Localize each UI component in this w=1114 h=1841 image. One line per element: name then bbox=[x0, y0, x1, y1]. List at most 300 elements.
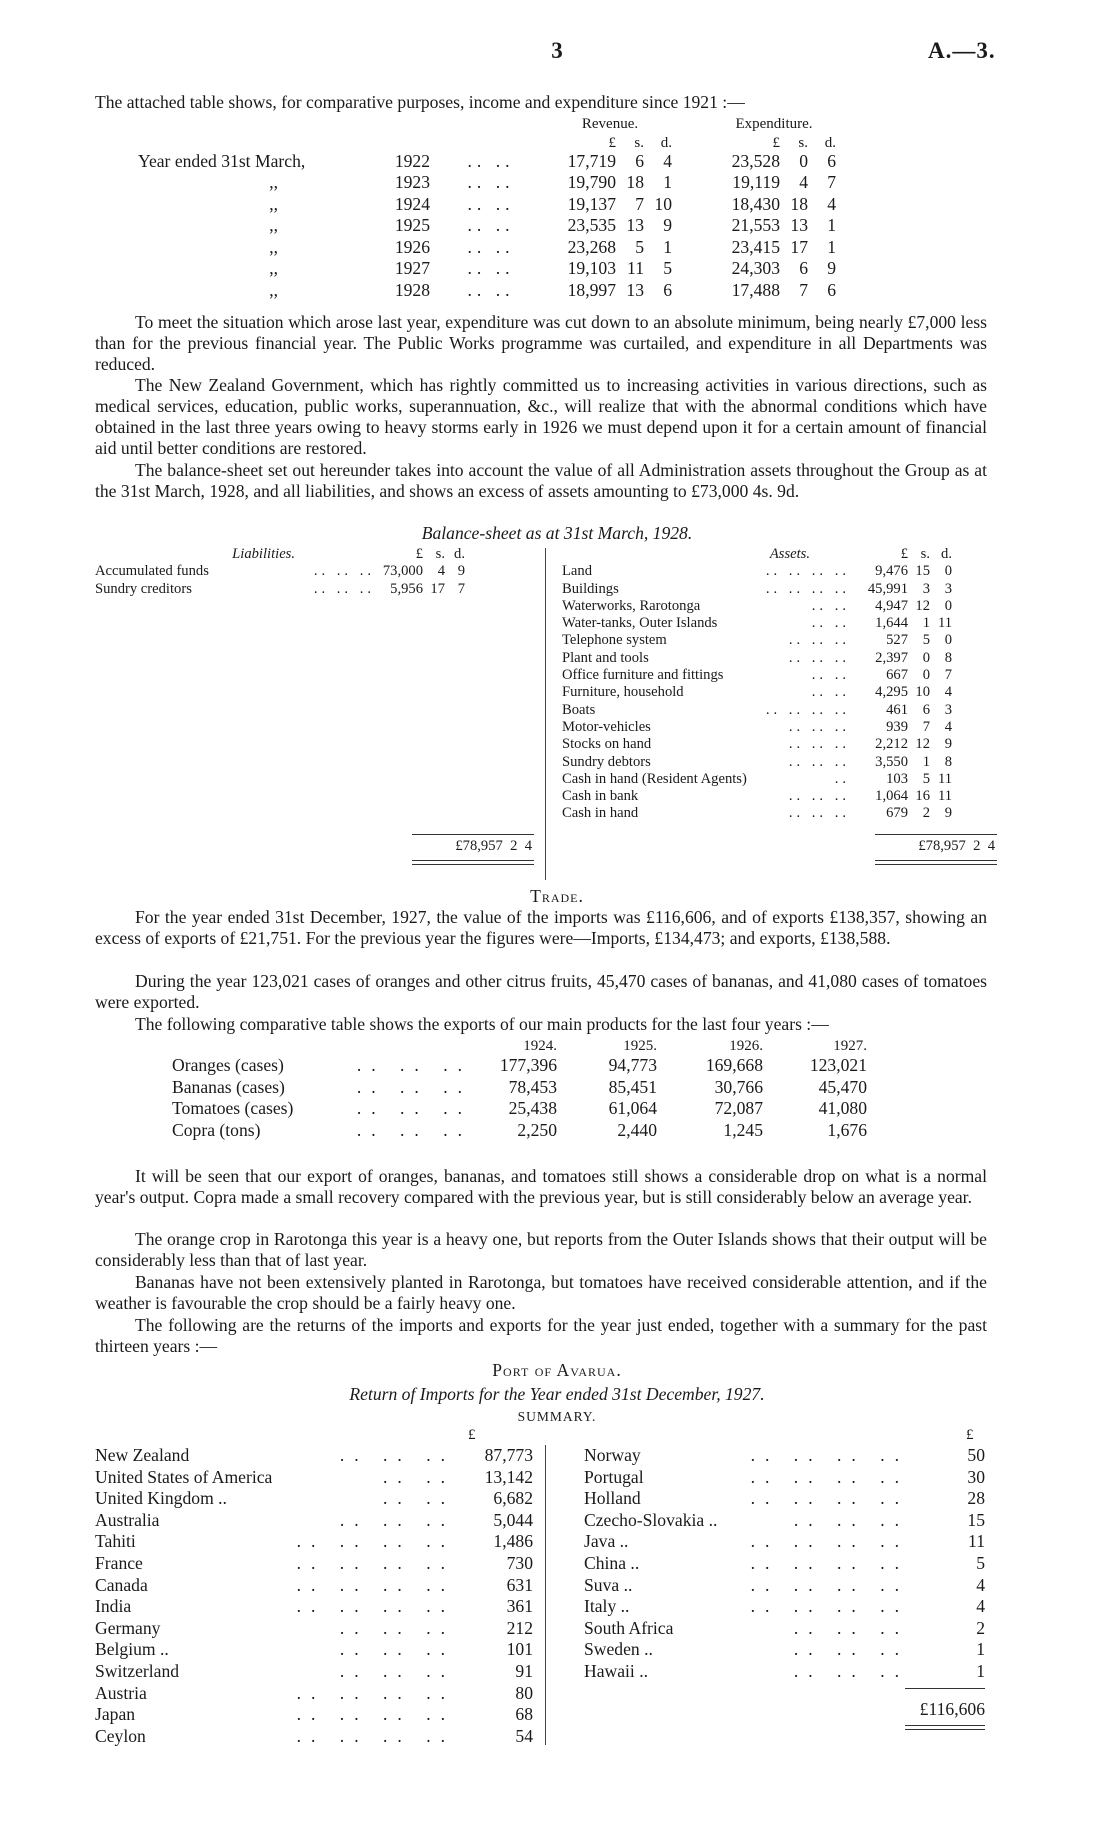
pence: 9 bbox=[457, 563, 465, 580]
dot-leader: .. .. .. .. bbox=[765, 580, 850, 597]
country-name: India bbox=[95, 1596, 132, 1617]
shillings: 16 bbox=[915, 788, 930, 805]
imports-row bbox=[95, 1704, 533, 1726]
pence: 11 bbox=[937, 788, 952, 805]
import-value: 361 bbox=[506, 1596, 533, 1617]
import-value: 50 bbox=[967, 1445, 985, 1465]
exports-row bbox=[172, 1077, 867, 1099]
dot-leader: .. .. .. bbox=[788, 788, 850, 805]
dot-leader: .. .. .. bbox=[356, 1076, 472, 1097]
expenditure-shillings: 17 bbox=[790, 236, 808, 257]
item-name: Sundry debtors bbox=[562, 753, 651, 770]
balance-sheet-title: Balance-sheet as at 31st March, 1928. bbox=[421, 523, 693, 543]
expenditure-pence: 6 bbox=[827, 150, 836, 171]
left-currency-header: £ bbox=[468, 1427, 476, 1443]
item-name: Motor-vehicles bbox=[562, 718, 651, 735]
export-value: 2,440 bbox=[617, 1119, 657, 1140]
dot-leader: .. .. .. bbox=[788, 736, 850, 753]
dot-leader: .. bbox=[834, 770, 850, 787]
shillings: 1 bbox=[922, 615, 930, 632]
row-year: 1927 bbox=[394, 258, 430, 278]
import-value: 30 bbox=[967, 1466, 985, 1487]
dot-leader: .. .. bbox=[383, 1466, 455, 1487]
dot-leader: .. .. .. bbox=[313, 580, 375, 597]
year-header-1926: 1926. bbox=[729, 1038, 763, 1054]
assets-row bbox=[562, 581, 952, 598]
import-value: 11 bbox=[968, 1531, 985, 1552]
import-value: 91 bbox=[515, 1660, 533, 1681]
imports-row bbox=[584, 1575, 985, 1597]
pence: 3 bbox=[944, 701, 952, 718]
country-name: Canada bbox=[95, 1574, 148, 1595]
import-value: 1,486 bbox=[493, 1531, 533, 1552]
revenue-pence-header: d. bbox=[660, 134, 672, 151]
intro-paragraph: The attached table shows, for comparative purposes, income and expenditure since 1921 :— bbox=[95, 92, 745, 112]
liab-shilling-header: s. bbox=[435, 546, 445, 562]
dot-leader: .. .. .. .. bbox=[750, 1596, 909, 1617]
assets-row bbox=[562, 650, 952, 667]
dot-leader: .. .. .. .. bbox=[296, 1725, 455, 1746]
imports-row bbox=[95, 1467, 533, 1489]
dot-leader: .. .. .. .. bbox=[750, 1552, 909, 1573]
shillings: 4 bbox=[437, 563, 445, 580]
product-name: Copra (tons) bbox=[172, 1119, 261, 1140]
import-value: 54 bbox=[515, 1725, 533, 1746]
revenue-pounds: 23,268 bbox=[567, 236, 616, 257]
dot-leader: .. .. .. bbox=[788, 753, 850, 770]
country-name: Tahiti bbox=[95, 1531, 136, 1552]
item-name: Sundry creditors bbox=[95, 580, 192, 597]
pounds: 2,212 bbox=[875, 736, 908, 753]
dot-leader: .. .. .. bbox=[339, 1445, 455, 1465]
export-value: 72,087 bbox=[714, 1098, 763, 1118]
pounds: 1,644 bbox=[875, 615, 908, 632]
product-name: Oranges (cases) bbox=[172, 1055, 284, 1075]
row-label: ,, bbox=[269, 279, 278, 300]
item-name: Office furniture and fittings bbox=[562, 667, 724, 684]
revenue-pounds: 19,790 bbox=[567, 172, 616, 192]
revenue-pence: 9 bbox=[663, 215, 672, 235]
pounds: 1,064 bbox=[875, 788, 908, 805]
pence: 11 bbox=[937, 615, 952, 632]
row-year: 1923 bbox=[394, 172, 430, 192]
product-name: Bananas (cases) bbox=[172, 1076, 285, 1097]
imports-row bbox=[95, 1510, 533, 1532]
row-label: ,, bbox=[269, 236, 278, 257]
row-year: 1922 bbox=[394, 150, 430, 171]
revenue-pounds: 17,719 bbox=[567, 150, 616, 171]
item-name: Buildings bbox=[562, 580, 619, 597]
country-name: United Kingdom .. bbox=[95, 1488, 227, 1509]
dot-leader: .. .. bbox=[467, 215, 515, 235]
assets-total: £78,957 2 4 bbox=[918, 838, 995, 854]
pence: 8 bbox=[944, 649, 952, 666]
revenue-shillings: 13 bbox=[626, 215, 644, 235]
revenue-pounds: 19,103 bbox=[567, 258, 616, 278]
pence: 7 bbox=[944, 667, 952, 684]
dot-leader: .. .. .. bbox=[788, 632, 850, 649]
country-name: Norway bbox=[584, 1445, 641, 1465]
import-value: 80 bbox=[515, 1682, 533, 1703]
dot-leader: .. .. bbox=[467, 258, 515, 278]
dot-leader: .. .. bbox=[811, 597, 850, 614]
country-name: Holland bbox=[584, 1488, 641, 1509]
revex-row bbox=[138, 258, 836, 280]
dot-leader: .. .. bbox=[467, 236, 515, 257]
assets-row bbox=[562, 684, 952, 701]
country-name: Hawaii .. bbox=[584, 1660, 649, 1681]
revex-row bbox=[138, 194, 836, 216]
country-name: Java .. bbox=[584, 1531, 629, 1552]
row-year: 1928 bbox=[394, 279, 430, 300]
expenditure-pounds: 24,303 bbox=[731, 258, 780, 278]
dot-leader: .. .. .. .. bbox=[296, 1704, 455, 1725]
expenditure-pence: 9 bbox=[827, 258, 836, 278]
row-label: ,, bbox=[269, 215, 278, 235]
imports-row bbox=[584, 1553, 985, 1575]
dot-leader: .. .. .. .. bbox=[750, 1574, 909, 1595]
pence: 0 bbox=[944, 563, 952, 580]
assets-row bbox=[562, 598, 952, 615]
import-value: 87,773 bbox=[484, 1445, 533, 1465]
export-value: 85,451 bbox=[608, 1076, 657, 1097]
assets-row bbox=[562, 736, 952, 753]
assets-heading: Assets. bbox=[769, 546, 810, 562]
shillings: 3 bbox=[922, 580, 930, 597]
assets-table bbox=[562, 546, 952, 823]
row-label: ,, bbox=[269, 258, 278, 278]
expenditure-shillings: 0 bbox=[799, 150, 808, 171]
expenditure-pounds: 17,488 bbox=[731, 279, 780, 300]
import-value: 28 bbox=[967, 1488, 985, 1509]
revenue-shillings: 11 bbox=[627, 258, 644, 278]
dot-leader: .. .. .. bbox=[793, 1509, 909, 1530]
year-header-1925: 1925. bbox=[623, 1038, 657, 1054]
imports-left-table bbox=[95, 1445, 533, 1747]
year-header-1924: 1924. bbox=[523, 1038, 557, 1054]
exports-comparative-table bbox=[172, 1038, 867, 1141]
pence: 8 bbox=[944, 753, 952, 770]
import-value: 5 bbox=[976, 1552, 985, 1573]
country-name: Austria bbox=[95, 1682, 147, 1703]
imports-row bbox=[95, 1575, 533, 1597]
pence: 7 bbox=[457, 580, 465, 597]
paragraph-expenditure-cut: To meet the situation which arose last year, expenditure was cut down to an absolute minimum, being nearly £7,000 less than for the previous financial year. The Public Works programme was curtailed, and expenditure in all Departments was reduced. bbox=[95, 312, 987, 374]
row-label: ,, bbox=[269, 193, 278, 214]
dot-leader: .. .. bbox=[811, 615, 850, 632]
assets-row bbox=[562, 615, 952, 632]
dot-leader: .. .. .. bbox=[339, 1617, 455, 1638]
dot-leader: .. .. .. bbox=[788, 718, 850, 735]
revenue-expenditure-table bbox=[138, 114, 836, 301]
item-name: Land bbox=[562, 563, 592, 580]
shillings: 1 bbox=[922, 753, 930, 770]
product-name: Tomatoes (cases) bbox=[172, 1098, 294, 1118]
import-value: 5,044 bbox=[493, 1509, 533, 1530]
paragraph-balance-sheet-intro: The balance-sheet set out hereunder takes into account the value of all Administration assets throughout the Group as at the 31st March, 1928, and all liabilities, and shows an excess of assets amounting to £73,000 4s. 9d. bbox=[95, 460, 987, 501]
item-name: Telephone system bbox=[562, 632, 667, 649]
shillings: 0 bbox=[922, 649, 930, 666]
document-reference: A.—3. bbox=[928, 38, 996, 63]
export-value: 177,396 bbox=[499, 1055, 557, 1075]
pounds: 3,550 bbox=[875, 753, 908, 770]
item-name: Plant and tools bbox=[562, 649, 649, 666]
imports-row bbox=[95, 1683, 533, 1705]
revenue-pence: 4 bbox=[663, 150, 672, 171]
revenue-pounds: 23,535 bbox=[567, 215, 616, 235]
dot-leader: .. .. .. bbox=[339, 1509, 455, 1530]
pounds: 527 bbox=[886, 632, 908, 649]
expenditure-pounds: 23,528 bbox=[731, 150, 780, 171]
trade-paragraph-4: It will be seen that our export of oranges, bananas, and tomatoes still shows a considerable drop on what is a normal year's output. Copra made a small recovery compared with the previous year, but is still considerably below an average year. bbox=[95, 1166, 987, 1207]
item-name: Accumulated funds bbox=[95, 563, 209, 580]
country-name: Portugal bbox=[584, 1466, 644, 1487]
dot-leader: .. .. .. .. bbox=[750, 1445, 909, 1465]
revenue-pence: 1 bbox=[663, 236, 672, 257]
trade-paragraph-1: For the year ended 31st December, 1927, the value of the imports was £116,606, and of exports £138,357, showing an excess of exports of £21,751. For the previous year the figures were—Imports, £134,473; and exports, £138,588. bbox=[95, 907, 987, 948]
import-value: 15 bbox=[967, 1509, 985, 1530]
expenditure-pence: 6 bbox=[827, 279, 836, 300]
row-label: ,, bbox=[269, 172, 278, 192]
imports-row bbox=[584, 1531, 985, 1553]
country-name: Suva .. bbox=[584, 1574, 633, 1595]
port-heading: Port of Avarua. bbox=[492, 1360, 622, 1380]
item-name: Water-tanks, Outer Islands bbox=[562, 615, 718, 632]
export-value: 25,438 bbox=[508, 1098, 557, 1118]
revenue-shilling-header: s. bbox=[634, 134, 644, 151]
imports-row bbox=[95, 1618, 533, 1640]
country-name: Australia bbox=[95, 1509, 160, 1530]
pounds: 45,991 bbox=[867, 580, 908, 597]
assets-row bbox=[562, 771, 952, 788]
revenue-shillings: 18 bbox=[626, 172, 644, 192]
revex-row bbox=[138, 280, 836, 302]
revenue-shillings: 5 bbox=[635, 236, 644, 257]
assets-row bbox=[562, 563, 952, 580]
dot-leader: .. .. .. bbox=[356, 1119, 472, 1140]
imports-row bbox=[95, 1726, 533, 1748]
trade-paragraph-7: The following are the returns of the imports and exports for the year just ended, together with a summary for the past thirteen years :— bbox=[95, 1315, 987, 1356]
export-value: 2,250 bbox=[517, 1119, 557, 1140]
revenue-pence: 1 bbox=[663, 172, 672, 192]
dot-leader: .. .. bbox=[467, 172, 515, 192]
liabilities-row bbox=[95, 563, 465, 580]
imports-row bbox=[95, 1553, 533, 1575]
dot-leader: .. .. bbox=[811, 684, 850, 701]
shillings: 15 bbox=[915, 563, 930, 580]
export-value: 45,470 bbox=[818, 1076, 867, 1097]
pence: 3 bbox=[944, 580, 952, 597]
expenditure-shillings: 6 bbox=[799, 258, 808, 278]
revenue-pounds: 18,997 bbox=[567, 279, 616, 300]
country-name: Czecho-Slovakia .. bbox=[584, 1509, 718, 1530]
country-name: Sweden .. bbox=[584, 1639, 653, 1660]
item-name: Cash in hand bbox=[562, 805, 639, 822]
dot-leader: .. .. .. .. bbox=[296, 1596, 455, 1617]
pence: 0 bbox=[944, 632, 952, 649]
shillings: 5 bbox=[922, 632, 930, 649]
dot-leader: .. .. .. .. bbox=[296, 1531, 455, 1552]
exports-row bbox=[172, 1098, 867, 1120]
assets-row bbox=[562, 667, 952, 684]
revex-row bbox=[138, 215, 836, 237]
import-value: 730 bbox=[506, 1552, 533, 1573]
export-value: 123,021 bbox=[809, 1055, 867, 1075]
import-value: 1 bbox=[976, 1639, 985, 1660]
pence: 11 bbox=[937, 770, 952, 787]
pence: 9 bbox=[944, 805, 952, 822]
dot-leader: .. .. .. .. bbox=[296, 1552, 455, 1573]
trade-paragraph-2: During the year 123,021 cases of oranges and other citrus fruits, 45,470 cases of bananas, and 41,080 cases of tomatoes were exported. bbox=[95, 971, 987, 1012]
item-name: Cash in bank bbox=[562, 788, 639, 805]
assets-row bbox=[562, 719, 952, 736]
dot-leader: .. .. .. .. bbox=[765, 701, 850, 718]
expenditure-pounds: 19,119 bbox=[732, 172, 780, 192]
expenditure-shillings: 4 bbox=[799, 172, 808, 192]
export-value: 30,766 bbox=[714, 1076, 763, 1097]
import-value: 4 bbox=[976, 1596, 985, 1617]
expenditure-header: Expenditure. bbox=[735, 116, 813, 132]
year-header-1927: 1927. bbox=[833, 1038, 867, 1054]
dot-leader: .. .. bbox=[467, 279, 515, 300]
country-name: Ceylon bbox=[95, 1725, 146, 1746]
pence: 0 bbox=[944, 597, 952, 614]
revenue-header: Revenue. bbox=[581, 116, 639, 132]
revenue-shillings: 6 bbox=[635, 150, 644, 171]
import-value: 101 bbox=[506, 1639, 533, 1660]
expenditure-pence-header: d. bbox=[824, 134, 836, 151]
revenue-pence: 10 bbox=[654, 193, 672, 214]
liabilities-table bbox=[95, 546, 465, 598]
pounds: 679 bbox=[886, 805, 908, 822]
liabilities-total: £78,957 2 4 bbox=[455, 838, 532, 854]
export-value: 41,080 bbox=[818, 1098, 867, 1118]
assets-row bbox=[562, 788, 952, 805]
trade-heading: Trade. bbox=[530, 886, 584, 906]
dot-leader: .. .. .. bbox=[356, 1055, 472, 1075]
dot-leader: .. .. bbox=[467, 150, 515, 171]
imports-row bbox=[584, 1639, 985, 1661]
liab-pound-header: £ bbox=[415, 546, 423, 562]
assets-row bbox=[562, 632, 952, 649]
country-name: United States of America bbox=[95, 1466, 273, 1487]
imports-row bbox=[584, 1661, 985, 1683]
item-name: Boats bbox=[562, 701, 596, 718]
expenditure-pound-header: £ bbox=[772, 134, 780, 151]
pounds: 461 bbox=[886, 701, 908, 718]
pence: 4 bbox=[944, 718, 952, 735]
import-value: 1 bbox=[976, 1660, 985, 1681]
dot-leader: .. .. .. .. bbox=[750, 1531, 909, 1552]
pence: 9 bbox=[944, 736, 952, 753]
imports-total: £116,606 bbox=[919, 1699, 985, 1719]
imports-right-table bbox=[584, 1445, 985, 1683]
imports-row bbox=[584, 1445, 985, 1467]
pounds: 5,956 bbox=[390, 580, 423, 597]
country-name: France bbox=[95, 1552, 143, 1573]
paragraph-nz-government: The New Zealand Government, which has rightly committed us to increasing activities in various directions, such as medical services, education, public works, superannuation, &c., will realize that with the abnormal conditions which have obtained in the last three years owing to heavy storms early in 1926 we must depend upon it for a certain amount of financial aid until better conditions are restored. bbox=[95, 375, 987, 458]
dot-leader: .. .. .. bbox=[788, 805, 850, 822]
imports-row bbox=[584, 1467, 985, 1489]
dot-leader: .. .. .. bbox=[356, 1098, 472, 1118]
item-name: Furniture, household bbox=[562, 684, 684, 701]
country-name: China .. bbox=[584, 1552, 640, 1573]
dot-leader: .. .. .. .. bbox=[750, 1466, 909, 1487]
shillings: 12 bbox=[915, 736, 930, 753]
item-name: Stocks on hand bbox=[562, 736, 652, 753]
page-number: 3 bbox=[551, 38, 563, 63]
pounds: 4,295 bbox=[875, 684, 908, 701]
import-value: 13,142 bbox=[484, 1466, 533, 1487]
assets-row bbox=[562, 702, 952, 719]
pounds: 939 bbox=[886, 718, 908, 735]
expenditure-pounds: 18,430 bbox=[731, 193, 780, 214]
import-value: 631 bbox=[506, 1574, 533, 1595]
import-value: 212 bbox=[506, 1617, 533, 1638]
expenditure-pence: 4 bbox=[827, 193, 836, 214]
imports-row bbox=[95, 1488, 533, 1510]
shillings: 6 bbox=[922, 701, 930, 718]
dot-leader: .. .. .. .. bbox=[765, 563, 850, 580]
expenditure-shillings: 7 bbox=[799, 279, 808, 300]
revenue-pence: 5 bbox=[663, 258, 672, 278]
country-name: Switzerland bbox=[95, 1660, 180, 1681]
liabilities-heading: Liabilities. bbox=[232, 546, 295, 562]
revenue-shillings: 13 bbox=[626, 279, 644, 300]
shillings: 17 bbox=[430, 580, 445, 597]
liab-pence-header: d. bbox=[454, 546, 465, 562]
right-currency-header: £ bbox=[966, 1427, 974, 1443]
expenditure-pence: 1 bbox=[827, 215, 836, 235]
pounds: 4,947 bbox=[875, 597, 908, 614]
imports-row bbox=[584, 1510, 985, 1532]
dot-leader: .. .. bbox=[383, 1488, 455, 1509]
liabilities-row bbox=[95, 581, 465, 598]
export-value: 78,453 bbox=[508, 1076, 557, 1097]
country-name: Japan bbox=[95, 1704, 136, 1725]
imports-row bbox=[95, 1596, 533, 1618]
country-name: South Africa bbox=[584, 1617, 674, 1638]
revenue-pound-header: £ bbox=[608, 134, 616, 151]
assets-row bbox=[562, 754, 952, 771]
revex-row bbox=[138, 151, 836, 173]
imports-row bbox=[584, 1488, 985, 1510]
imports-row bbox=[584, 1618, 985, 1640]
pounds: 9,476 bbox=[875, 563, 908, 580]
summary-heading: SUMMARY. bbox=[517, 1409, 597, 1424]
shillings: 5 bbox=[922, 770, 930, 787]
shillings: 2 bbox=[922, 805, 930, 822]
shillings: 7 bbox=[922, 718, 930, 735]
assets-shilling-header: s. bbox=[920, 546, 930, 562]
dot-leader: .. .. .. .. bbox=[750, 1488, 909, 1509]
expenditure-pence: 7 bbox=[827, 172, 836, 192]
expenditure-shillings: 13 bbox=[790, 215, 808, 235]
country-name: Germany bbox=[95, 1617, 161, 1638]
row-year: 1925 bbox=[394, 215, 430, 235]
import-value: 2 bbox=[976, 1617, 985, 1638]
dot-leader: .. .. .. bbox=[793, 1617, 909, 1638]
export-value: 94,773 bbox=[608, 1055, 657, 1075]
item-name: Cash in hand (Resident Agents) bbox=[562, 770, 747, 787]
pounds: 667 bbox=[886, 667, 908, 684]
imports-row bbox=[95, 1445, 533, 1467]
expenditure-shilling-header: s. bbox=[798, 134, 808, 151]
dot-leader: .. .. .. bbox=[793, 1639, 909, 1660]
exports-row bbox=[172, 1055, 867, 1077]
export-value: 1,676 bbox=[827, 1119, 867, 1140]
shillings: 12 bbox=[915, 597, 930, 614]
